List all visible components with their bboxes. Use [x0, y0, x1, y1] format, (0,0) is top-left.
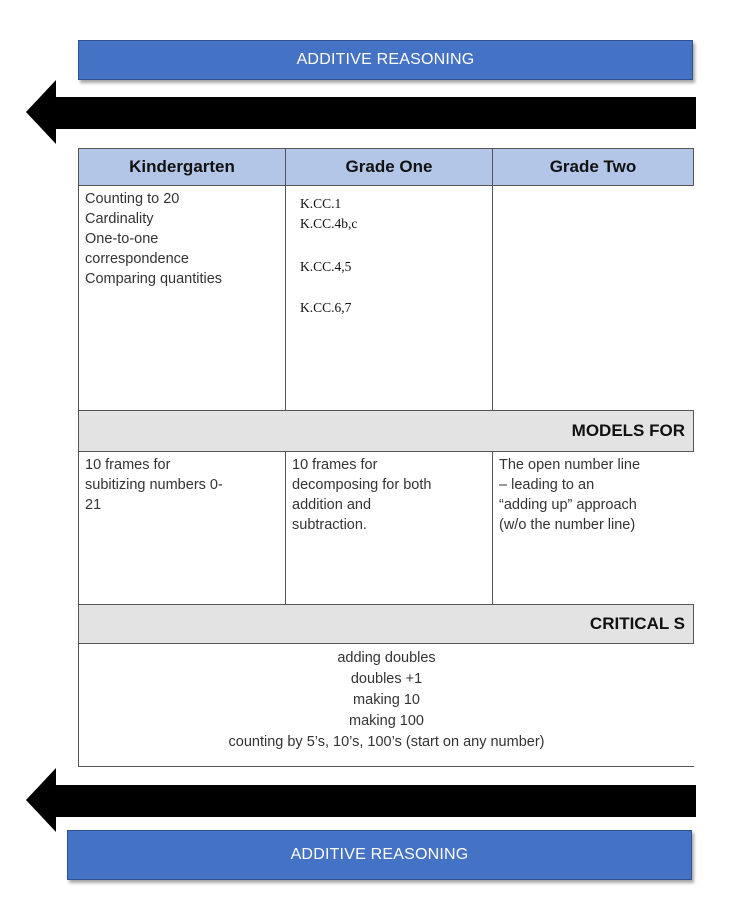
header-grade-two: Grade Two — [492, 148, 694, 186]
header-kindergarten: Kindergarten — [78, 148, 286, 186]
strategy-item: making 10 — [353, 692, 420, 708]
standard-code: K.CC.1 — [300, 196, 342, 211]
models-grade-one-cell — [285, 451, 493, 605]
strategy-item: making 100 — [349, 713, 424, 729]
model-line: (w/o the number line) — [499, 517, 636, 533]
model-line: 10 frames for — [292, 457, 378, 473]
models-band: MODELS FOR — [78, 410, 694, 452]
topic-item: Cardinality — [85, 211, 154, 227]
models-kindergarten-cell — [78, 451, 286, 605]
topic-item: correspondence — [85, 251, 189, 267]
left-arrow-bottom — [26, 768, 696, 832]
banner-top-label: ADDITIVE REASONING — [296, 51, 475, 68]
grade-two-topics-cell — [492, 185, 694, 411]
header-grade-one: Grade One — [285, 148, 493, 186]
topic-item: Counting to 20 — [85, 191, 180, 207]
additive-reasoning-banner-bottom — [67, 830, 692, 880]
standards-cell — [285, 185, 493, 411]
models-grade-two-cell — [492, 451, 694, 605]
left-arrow-top — [26, 80, 696, 144]
model-line: decomposing for both — [292, 477, 432, 493]
critical-band: CRITICAL S — [78, 604, 694, 644]
standard-code: K.CC.4b,c — [300, 216, 358, 231]
model-line: “adding up” approach — [499, 497, 637, 513]
left-arrow-icon — [26, 80, 696, 144]
model-line: subitizing numbers 0- — [85, 477, 223, 493]
kindergarten-topics-cell — [78, 185, 286, 411]
left-arrow-icon — [26, 768, 696, 832]
strategy-item: doubles +1 — [350, 671, 423, 687]
model-line: subtraction. — [292, 517, 367, 533]
model-line: 10 frames for — [85, 457, 171, 473]
model-line: 21 — [85, 497, 102, 513]
topic-item: Comparing quantities — [85, 271, 223, 287]
standard-code: K.CC.6,7 — [300, 300, 352, 315]
additive-reasoning-banner-top — [78, 40, 693, 80]
topic-item: One-to-one — [85, 231, 159, 247]
critical-strategies-cell — [78, 643, 694, 767]
model-line: The open number line — [499, 457, 641, 473]
grade-progression-table — [78, 148, 694, 766]
banner-bottom-label: ADDITIVE REASONING — [290, 846, 469, 863]
model-line: – leading to an — [499, 477, 595, 493]
standard-code: K.CC.4,5 — [300, 259, 352, 274]
strategy-item: counting by 5’s, 10’s, 100’s (start on any number) — [228, 734, 545, 750]
model-line: addition and — [292, 497, 372, 513]
strategy-item: adding doubles — [337, 650, 436, 666]
